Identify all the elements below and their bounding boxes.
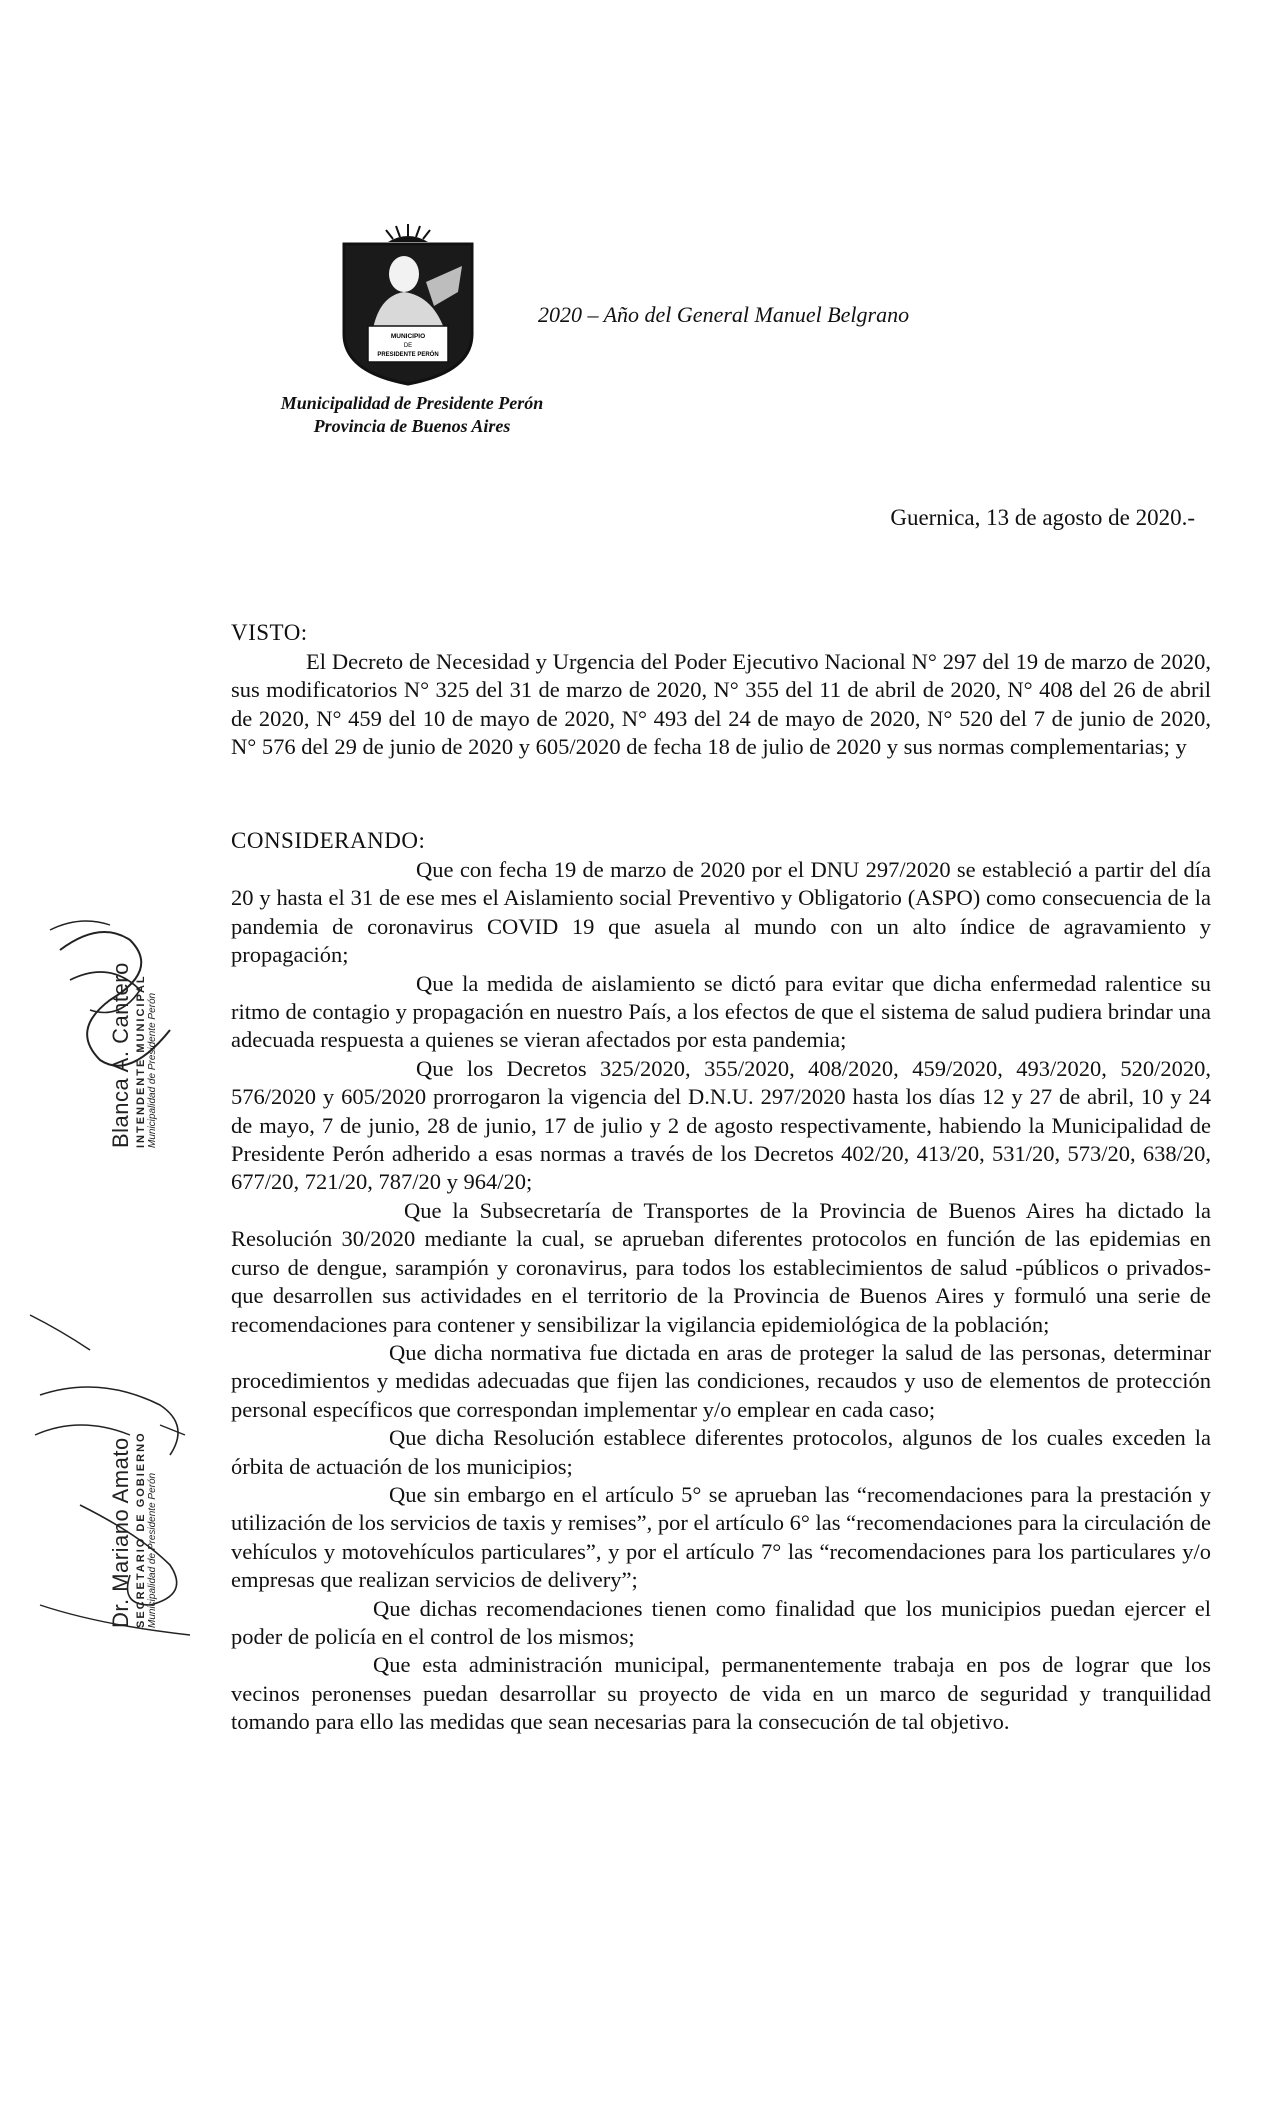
- intendente-stamp: [108, 962, 158, 1148]
- svg-text:MUNICIPIO: MUNICIPIO: [390, 333, 426, 340]
- year-motto: 2020 – Año del General Manuel Belgrano: [538, 302, 910, 327]
- stamp-organization: Municipalidad de Presidente Perón: [147, 1472, 158, 1628]
- province-name: Provincia de Buenos Aires: [313, 416, 511, 436]
- svg-text:PRESIDENTE PERÓN: PRESIDENTE PERÓN: [377, 352, 439, 358]
- considerando-paragraph: Que la Subsecretaría de Transportes de la Provincia de Buenos Aires ha dictado la Resolución 30/2020 mediante la cual, se aprueban diferentes protocolos en función de las epidemias en curso de dengue, sarampión y coronavirus, para todos los establecimientos de salud -públicos o privados- que desarrollen sus actividades en el territorio de la Provincia de Buenos Aires y formuló una serie de recomendaciones para contener y sensibilizar la vigilancia epidemiológica de la población;: [231, 1197, 1211, 1337]
- stamp-signer-name: Blanca A. Cantero: [108, 962, 133, 1148]
- considerando-section: [231, 856, 1211, 1737]
- secretario-stamp: [108, 1431, 158, 1628]
- considerando-paragraph: Que los Decretos 325/2020, 355/2020, 408/2020, 459/2020, 493/2020, 520/2020, 576/2020 y 605/2020 prorrogaron la vigencia del D.N.U. 297/2020 hasta los días 12 y 27 de abril, 10 y 24 de mayo, 7 de junio, 28 de junio, 17 de julio y 2 de agosto respectivamente, habiendo la Municipalidad de Presidente Perón adherido a esas normas a través de los Decretos 402/20, 413/20, 531/20, 573/20, 638/20, 677/20, 721/20, 787/20 y 964/20;: [231, 1055, 1211, 1195]
- stamp-organization: Municipalidad de Presidente Perón: [147, 992, 158, 1148]
- visto-section: [231, 648, 1211, 762]
- considerando-paragraph: Que con fecha 19 de marzo de 2020 por el DNU 297/2020 se estableció a partir del día 20 y hasta el 31 de ese mes el Aislamiento social Preventivo y Obligatorio (ASPO) como consecuencia de la pandemia de coronavirus COVID 19 que asuela al mundo con un alto índice de agravamiento y propagación;: [231, 857, 1211, 968]
- considerando-paragraph: Que dicha Resolución establece diferentes protocolos, algunos de los cuales exceden la órbita de actuación de los municipios;: [231, 1425, 1211, 1479]
- stamp-signer-role: SECRETARIO DE GOBIERNO: [135, 1431, 147, 1628]
- considerando-paragraph: Que dichas recomendaciones tienen como finalidad que los municipios puedan ejercer el poder de policía en el control de los mismos;: [231, 1595, 1211, 1649]
- stamp-signer-name: Dr. Mariano Amato: [108, 1437, 133, 1628]
- considerando-heading: CONSIDERANDO:: [231, 828, 426, 853]
- institution-name: Municipalidad de Presidente Perón: [280, 393, 544, 413]
- considerando-paragraph: Que la medida de aislamiento se dictó para evitar que dicha enfermedad ralentice su ritmo de contagio y propagación en nuestro País, a los efectos de que el sistema de salud pudiera brindar una adecuada respuesta a quienes se vieran afectados por esta pandemia;: [231, 970, 1211, 1053]
- place-and-date: Guernica, 13 de agosto de 2020.-: [890, 505, 1195, 530]
- considerando-paragraph: Que dicha normativa fue dictada en aras de proteger la salud de las personas, determinar procedimientos y medidas adecuadas que fijen las condiciones, recaudos y uso de elementos de protección personal específicos que correspondan implementar y/o emplear en cada caso;: [231, 1339, 1211, 1422]
- visto-paragraph: El Decreto de Necesidad y Urgencia del Poder Ejecutivo Nacional N° 297 del 19 de marzo de 2020, sus modificatorios N° 325 del 31 de marzo de 2020, N° 355 del 11 de abril de 2020, N° 408 del 26 de abril de 2020, N° 459 del 10 de mayo de 2020, N° 493 del 24 de mayo de 2020, N° 520 del 7 de junio de 2020, N° 576 del 29 de junio de 2020 y 605/2020 de fecha 18 de julio de 2020 y sus normas complementarias; y: [231, 649, 1211, 760]
- svg-text:DE: DE: [403, 343, 413, 349]
- visto-heading: VISTO:: [231, 620, 308, 645]
- municipal-coat-of-arms-icon: [338, 222, 478, 387]
- stamp-signer-role: INTENDENTE MUNICIPAL: [135, 974, 147, 1148]
- considerando-paragraph: Que esta administración municipal, permanentemente trabaja en pos de lograr que los vecinos peronenses puedan desarrollar su proyecto de vida en un marco de seguridad y tranquilidad tomando para ello las medidas que sean necesarias para la consecución de tal objetivo.: [231, 1652, 1211, 1735]
- considerando-paragraph: Que sin embargo en el artículo 5° se aprueban las “recomendaciones para la prestación y utilización de los servicios de taxis y remises”, por el artículo 6° las “recomendaciones para la circulación de vehículos y motovehículos particulares”, y por el artículo 7° las “recomendaciones para los particulares y/o empresas que realizan servicios de delivery”;: [231, 1481, 1211, 1593]
- institution-heading: [262, 392, 562, 438]
